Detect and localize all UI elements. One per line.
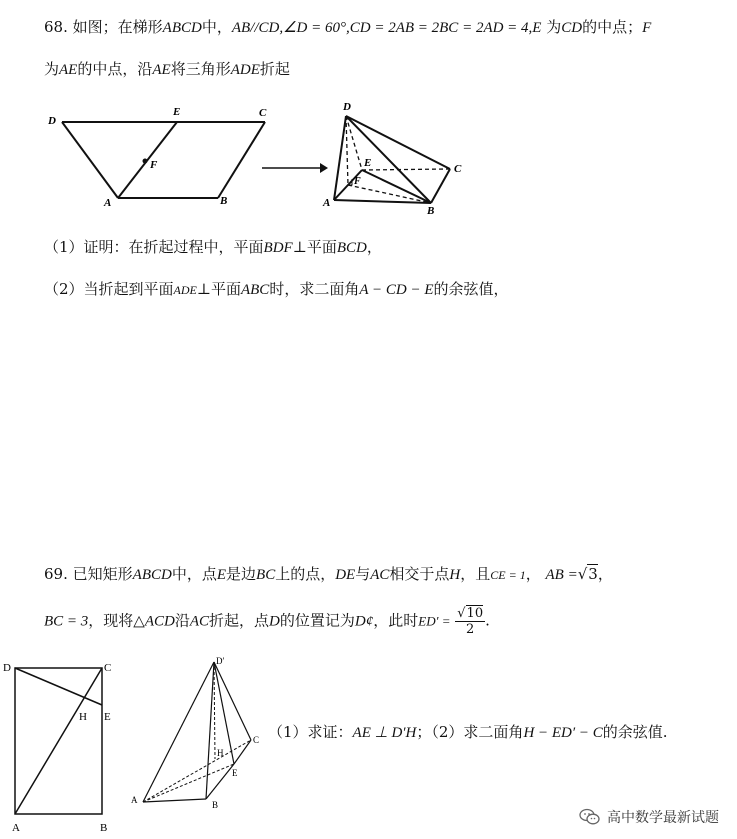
q69-text: （1）求证：: [268, 723, 353, 741]
q68-text: ⊥平面: [196, 280, 241, 298]
fig4-label-C: C: [253, 735, 260, 745]
q68-text: 将三角形: [170, 60, 231, 78]
q69-text: 的余弦值.: [602, 723, 668, 741]
fig3-label-B: B: [100, 822, 108, 834]
q69-text: 上的点，: [275, 565, 336, 583]
fig1-label-E: E: [173, 106, 181, 118]
q69-math: E: [216, 567, 227, 583]
q69-text: 中，点: [171, 565, 217, 583]
fig3-label-A: A: [12, 822, 20, 834]
q69-text: 沿: [174, 611, 190, 630]
q68-text: 中，: [201, 18, 232, 36]
q69-math: CE = 1: [490, 568, 526, 582]
q68-text: 的中点；: [582, 18, 643, 36]
fig3-label-C: C: [104, 662, 112, 674]
q68-figure-folded: [318, 96, 478, 218]
fig3-label-E: E: [104, 711, 111, 723]
q68-line-1: [44, 16, 651, 37]
q69-text: ，现将△: [88, 611, 145, 630]
q68-line-2: [44, 58, 290, 79]
q69-math: AB =: [545, 567, 578, 583]
q68-text: ，: [366, 238, 382, 256]
q69-math: D: [269, 613, 280, 630]
fig3-label-H: H: [79, 711, 87, 723]
q68-math: ABCD: [162, 20, 202, 36]
q69-math: AC: [370, 567, 390, 583]
q68-math: A − CD − E: [359, 282, 434, 298]
q69-math: AC: [189, 613, 210, 630]
q69-text: ；（2）求二面角: [416, 723, 524, 741]
q69-fraction: $\frac{√10}{2}$: [457, 606, 484, 637]
fig2-label-E: E: [364, 157, 372, 169]
q69-math: AE ⊥ D′H: [352, 725, 417, 741]
q69-text: ，: [525, 565, 541, 583]
fig1-label-A: A: [104, 197, 112, 209]
fig1-label-D: D: [48, 115, 56, 127]
q69-frac-num: 10: [466, 606, 484, 621]
q68-text: 折起: [259, 60, 290, 78]
q68-math: BDF: [263, 240, 293, 256]
q68-figure-trapezoid: [40, 100, 280, 210]
fig3-label-D: D: [3, 662, 11, 674]
q69-math: ABCD: [132, 567, 172, 583]
q69-text: 已知矩形: [72, 565, 133, 583]
q69-text: 与: [355, 565, 371, 583]
q69-line-1: 69. 已知矩形ABCD中，点E是边BC上的点，DE与AC相交于点H，且CE = 1， AB =√3，: [44, 565, 613, 583]
q69-figure-rectangle: [0, 656, 125, 836]
fig1-label-C: C: [259, 107, 267, 119]
q69-number: 69.: [44, 565, 68, 583]
q68-math: CD: [561, 20, 583, 36]
q69-text: ，: [597, 565, 613, 583]
watermark: [579, 807, 719, 827]
watermark-text: 高中数学最新试题: [607, 810, 719, 826]
q69-math: BC = 3: [44, 613, 89, 630]
q68-math: ADE: [173, 283, 197, 297]
fig2-label-F: F: [354, 176, 361, 187]
q69-math: D¢: [354, 613, 374, 630]
fig4-label-B: B: [212, 800, 219, 810]
fig2-label-B: B: [427, 205, 435, 217]
fig1-label-B: B: [220, 195, 228, 207]
q69-text: 相交于点: [389, 565, 450, 583]
fig4-label-H: H: [217, 748, 224, 758]
q69-frac-den: 2: [466, 622, 475, 637]
q69-figure-folded: [126, 652, 266, 812]
fig1-label-F: F: [150, 159, 158, 171]
q68-math: F: [642, 20, 652, 36]
q68-part-1: [44, 236, 382, 257]
fig2-label-D: D: [343, 101, 351, 113]
q69-text: 折起，点: [209, 611, 270, 630]
q68-math: ABC: [240, 282, 270, 298]
q69-text: ，且: [460, 565, 491, 583]
fig4-label-A: A: [131, 795, 138, 805]
q68-text: 为: [546, 18, 562, 36]
wechat-icon: [579, 808, 601, 826]
q69-line-2: [44, 606, 490, 637]
q68-text: 时，求二面角: [269, 280, 360, 298]
q68-math: AE: [152, 62, 171, 78]
fig2-label-A: A: [323, 197, 331, 209]
q69-math: H: [449, 567, 461, 583]
q69-text: .: [485, 611, 490, 630]
q68-text: ⊥平面: [292, 238, 337, 256]
q69-sqrt: 3: [588, 565, 598, 583]
q69-math: ACD: [144, 613, 175, 630]
q69-math: ED′ =: [418, 613, 451, 629]
q68-text: 的中点，沿: [77, 60, 153, 78]
q69-math: H − ED′ − C: [523, 725, 603, 741]
q68-conditions: AB//CD,∠D = 60°,CD = 2AB = 2BC = 2AD = 4,E: [231, 20, 542, 36]
q68-text: 为: [44, 60, 60, 78]
q68-text: 如图；在梯形: [72, 18, 163, 36]
q68-part-2: [44, 278, 509, 299]
q69-parts: [268, 721, 668, 742]
q69-text: 的位置记为: [279, 611, 355, 630]
q68-number: 68.: [44, 18, 68, 36]
q69-text: ，此时: [373, 611, 419, 630]
q68-text: 的余弦值，: [433, 280, 509, 298]
fig4-label-D-prime: D′: [216, 656, 225, 666]
q68-text: （2）当折起到平面: [44, 280, 174, 298]
q68-math: AE: [59, 62, 78, 78]
q69-text: 是边: [226, 565, 257, 583]
q69-math: BC: [256, 567, 276, 583]
q69-math: DE: [335, 567, 356, 583]
q68-text: （1）证明：在折起过程中，平面: [44, 238, 264, 256]
fig4-label-E: E: [232, 768, 238, 778]
q68-math: BCD: [336, 240, 367, 256]
fig2-label-C: C: [454, 163, 462, 175]
q68-math: ADE: [230, 62, 260, 78]
